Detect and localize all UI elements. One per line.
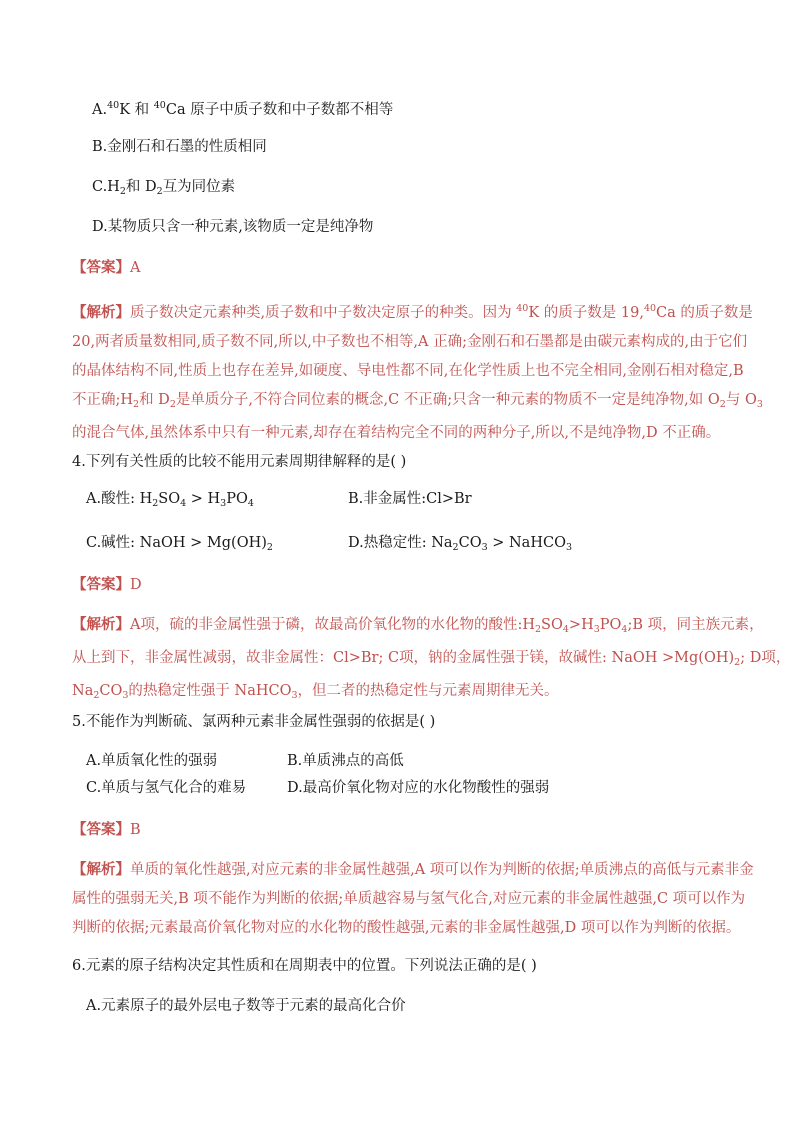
q4-analysis-line-3: $Na_2CO_3$的热稳定性强于 NaHCO$_3$，但二者的热稳定性与元素周期律无关。 xyxy=(72,683,559,701)
q3-option-c: $C.H_2$和 $D_2$互为同位素 xyxy=(92,179,236,197)
q3-analysis-line-2: 20,两者质量数相同,质子数不同,所以,中子数也不相等,A 正确;金刚石和石墨都是由碳元素构成的,由于它们 xyxy=(72,334,748,350)
q3-analysis-line-4: 不正确$;H_2$和 $D_2$是单质分子,不符合同位素的概念,C 不正确;只含一种元素的物质不一定是纯净物,如 $O_2$与 $O_3$ xyxy=(72,392,763,410)
q4-analysis-line-2: 从上到下，非金属性减弱，故非金属性：Cl>Br; C项，钠的金属性强于镁，故碱性: NaOH $>Mg(OH)_2$; D项， xyxy=(72,650,791,668)
q6-option-a: A.元素原子的最外层电子数等于元素的最高化合价 xyxy=(86,998,406,1014)
q5-analysis-line-3: 判断的依据;元素最高价氧化物对应的水化物的酸性越强,元素的非金属性越强,D 项可以作为判断的依据。 xyxy=(72,920,741,936)
q3-analysis-line-1: 【解析】质子数决定元素种类,质子数和中子数决定原子的种类。因为 $^{40}$K 的质子数是 19,40Ca 的质子数是 xyxy=(72,303,753,321)
q4-stem: 4.下列有关性质的比较不能用元素周期律解释的是( ) xyxy=(72,454,407,470)
q3-analysis-line-5: 的混合气体,虽然体系中只有一种元素,却存在着结构完全不同的两种分子,所以,不是纯净物,D 不正确。 xyxy=(72,425,721,441)
q3-option-b: B.金刚石和石墨的性质相同 xyxy=(92,139,267,155)
q5-analysis xyxy=(72,855,754,943)
q4-analysis xyxy=(72,610,791,710)
q5-option-d: D.最高价氧化物对应的水化物酸性的强弱 xyxy=(287,780,550,796)
q3-option-a: A.$^{40}$K 和 $^{40}$Ca 原子中质子数和中子数都不相等 xyxy=(92,100,394,118)
q3-answer: 【答案】A xyxy=(72,259,141,276)
q4-answer: 【答案】D xyxy=(72,576,142,593)
q4-option-d: D.热稳定性: $Na_2CO_3$ > NaHCO$_3$ xyxy=(348,535,572,553)
q4-analysis-line-1: 【解析】A项，硫的非金属性强于磷，故最高价氧化物的水化物的酸性$:H_2SO_4>H_3PO_4;B$ 项，同主族元素， xyxy=(72,616,764,635)
q5-option-c: C.单质与氢气化合的难易 xyxy=(86,780,247,796)
q3-option-d: D.某物质只含一种元素,该物质一定是纯净物 xyxy=(92,219,374,235)
q5-option-a: A.单质氧化性的强弱 xyxy=(86,753,218,769)
q3-analysis xyxy=(72,294,763,448)
q5-analysis-line-1: 【解析】单质的氧化性越强,对应元素的非金属性越强,A 项可以作为判断的依据;单质沸点的高低与元素非金 xyxy=(72,861,754,878)
q4-option-a: A.酸性: $H_2SO_4 > H_3PO_4$ xyxy=(86,491,254,509)
q6-stem: 6.元素的原子结构决定其性质和在周期表中的位置。下列说法正确的是( ) xyxy=(72,958,537,974)
q5-analysis-line-2: 属性的强弱无关,B 项不能作为判断的依据;单质越容易与氢气化合,对应元素的非金属性越强,C 项可以作为 xyxy=(72,891,746,907)
q5-option-b: B.单质沸点的高低 xyxy=(287,753,404,769)
q4-option-b: B.非金属性:Cl>Br xyxy=(348,491,472,507)
q5-answer: 【答案】B xyxy=(72,821,141,838)
q5-stem: 5.不能作为判断硫、氯两种元素非金属性强弱的依据是( ) xyxy=(72,714,436,730)
q4-option-c: C.碱性: NaOH > $Mg(OH)_2$ xyxy=(86,535,273,553)
q3-analysis-line-3: 的晶体结构不同,性质上也存在差异,如硬度、导电性都不同,在化学性质上也不完全相同,金刚石相对稳定,B xyxy=(72,363,744,379)
